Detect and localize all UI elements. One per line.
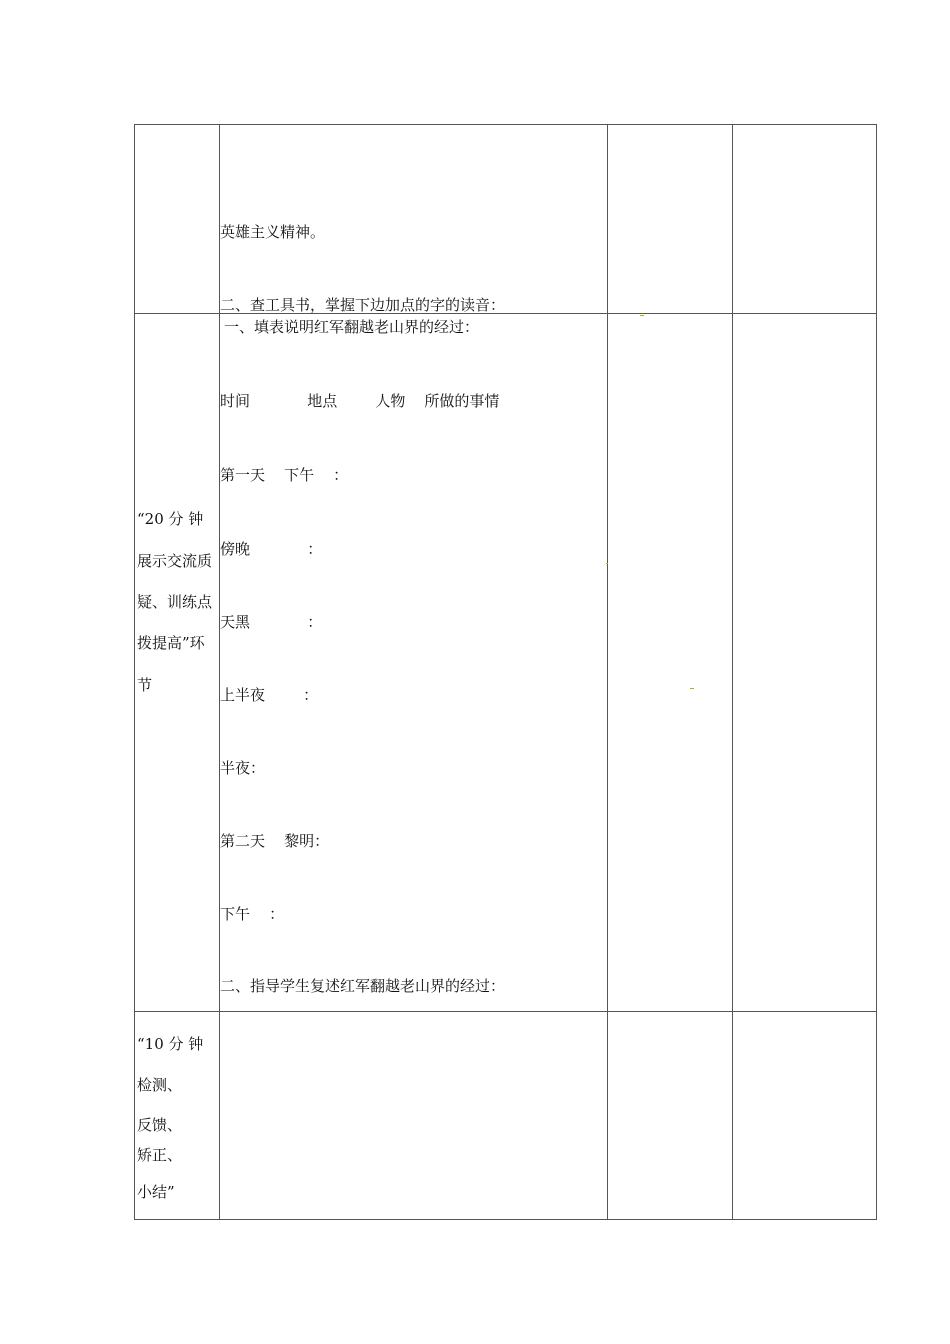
timeline-item: 半夜：	[220, 759, 266, 777]
timeline-item: 第二天 黎明：	[220, 832, 330, 850]
side-label-line: 疑、训练点	[137, 593, 213, 611]
side-label-line: 拨提高”环	[137, 634, 205, 652]
lesson-table	[134, 124, 877, 1220]
side-label-line: 展示交流质	[137, 552, 213, 570]
side-label-line: 检测、	[137, 1076, 183, 1094]
side-label-line: “20 分 钟	[137, 510, 204, 528]
side-label-line: “10 分 钟	[137, 1035, 204, 1053]
timeline-item: 傍晚 ：	[220, 540, 323, 558]
row1-text-line1: 英雄主义精神。	[220, 223, 326, 241]
scan-mark	[690, 688, 694, 689]
retell-instruction: 二、指导学生复述红军翻越老山界的经过：	[220, 977, 506, 995]
row1-text-line2: 二、查工具书，掌握下边加点的字的读音：	[220, 296, 506, 314]
side-label-line: 小结”	[137, 1183, 175, 1201]
scan-mark	[606, 563, 608, 564]
timeline-item: 上半夜 ：	[220, 686, 319, 704]
fill-table-header: 时间 地点 人物 所做的事情	[220, 392, 500, 410]
side-label-line: 矫正、	[137, 1146, 183, 1164]
side-label-line: 节	[137, 676, 153, 694]
scan-mark	[640, 315, 644, 316]
column-divider	[732, 125, 733, 1219]
timeline-item: 下午 ：	[220, 905, 285, 923]
fill-table-title: 一、填表说明红军翻越老山界的经过：	[224, 318, 480, 336]
timeline-item: 第一天 下午 ：	[220, 466, 349, 484]
column-divider	[219, 125, 220, 1219]
side-label-line: 反馈、	[137, 1116, 183, 1134]
column-divider	[607, 125, 608, 1219]
row-divider	[135, 1011, 876, 1012]
timeline-item: 天黑 ：	[220, 613, 323, 631]
